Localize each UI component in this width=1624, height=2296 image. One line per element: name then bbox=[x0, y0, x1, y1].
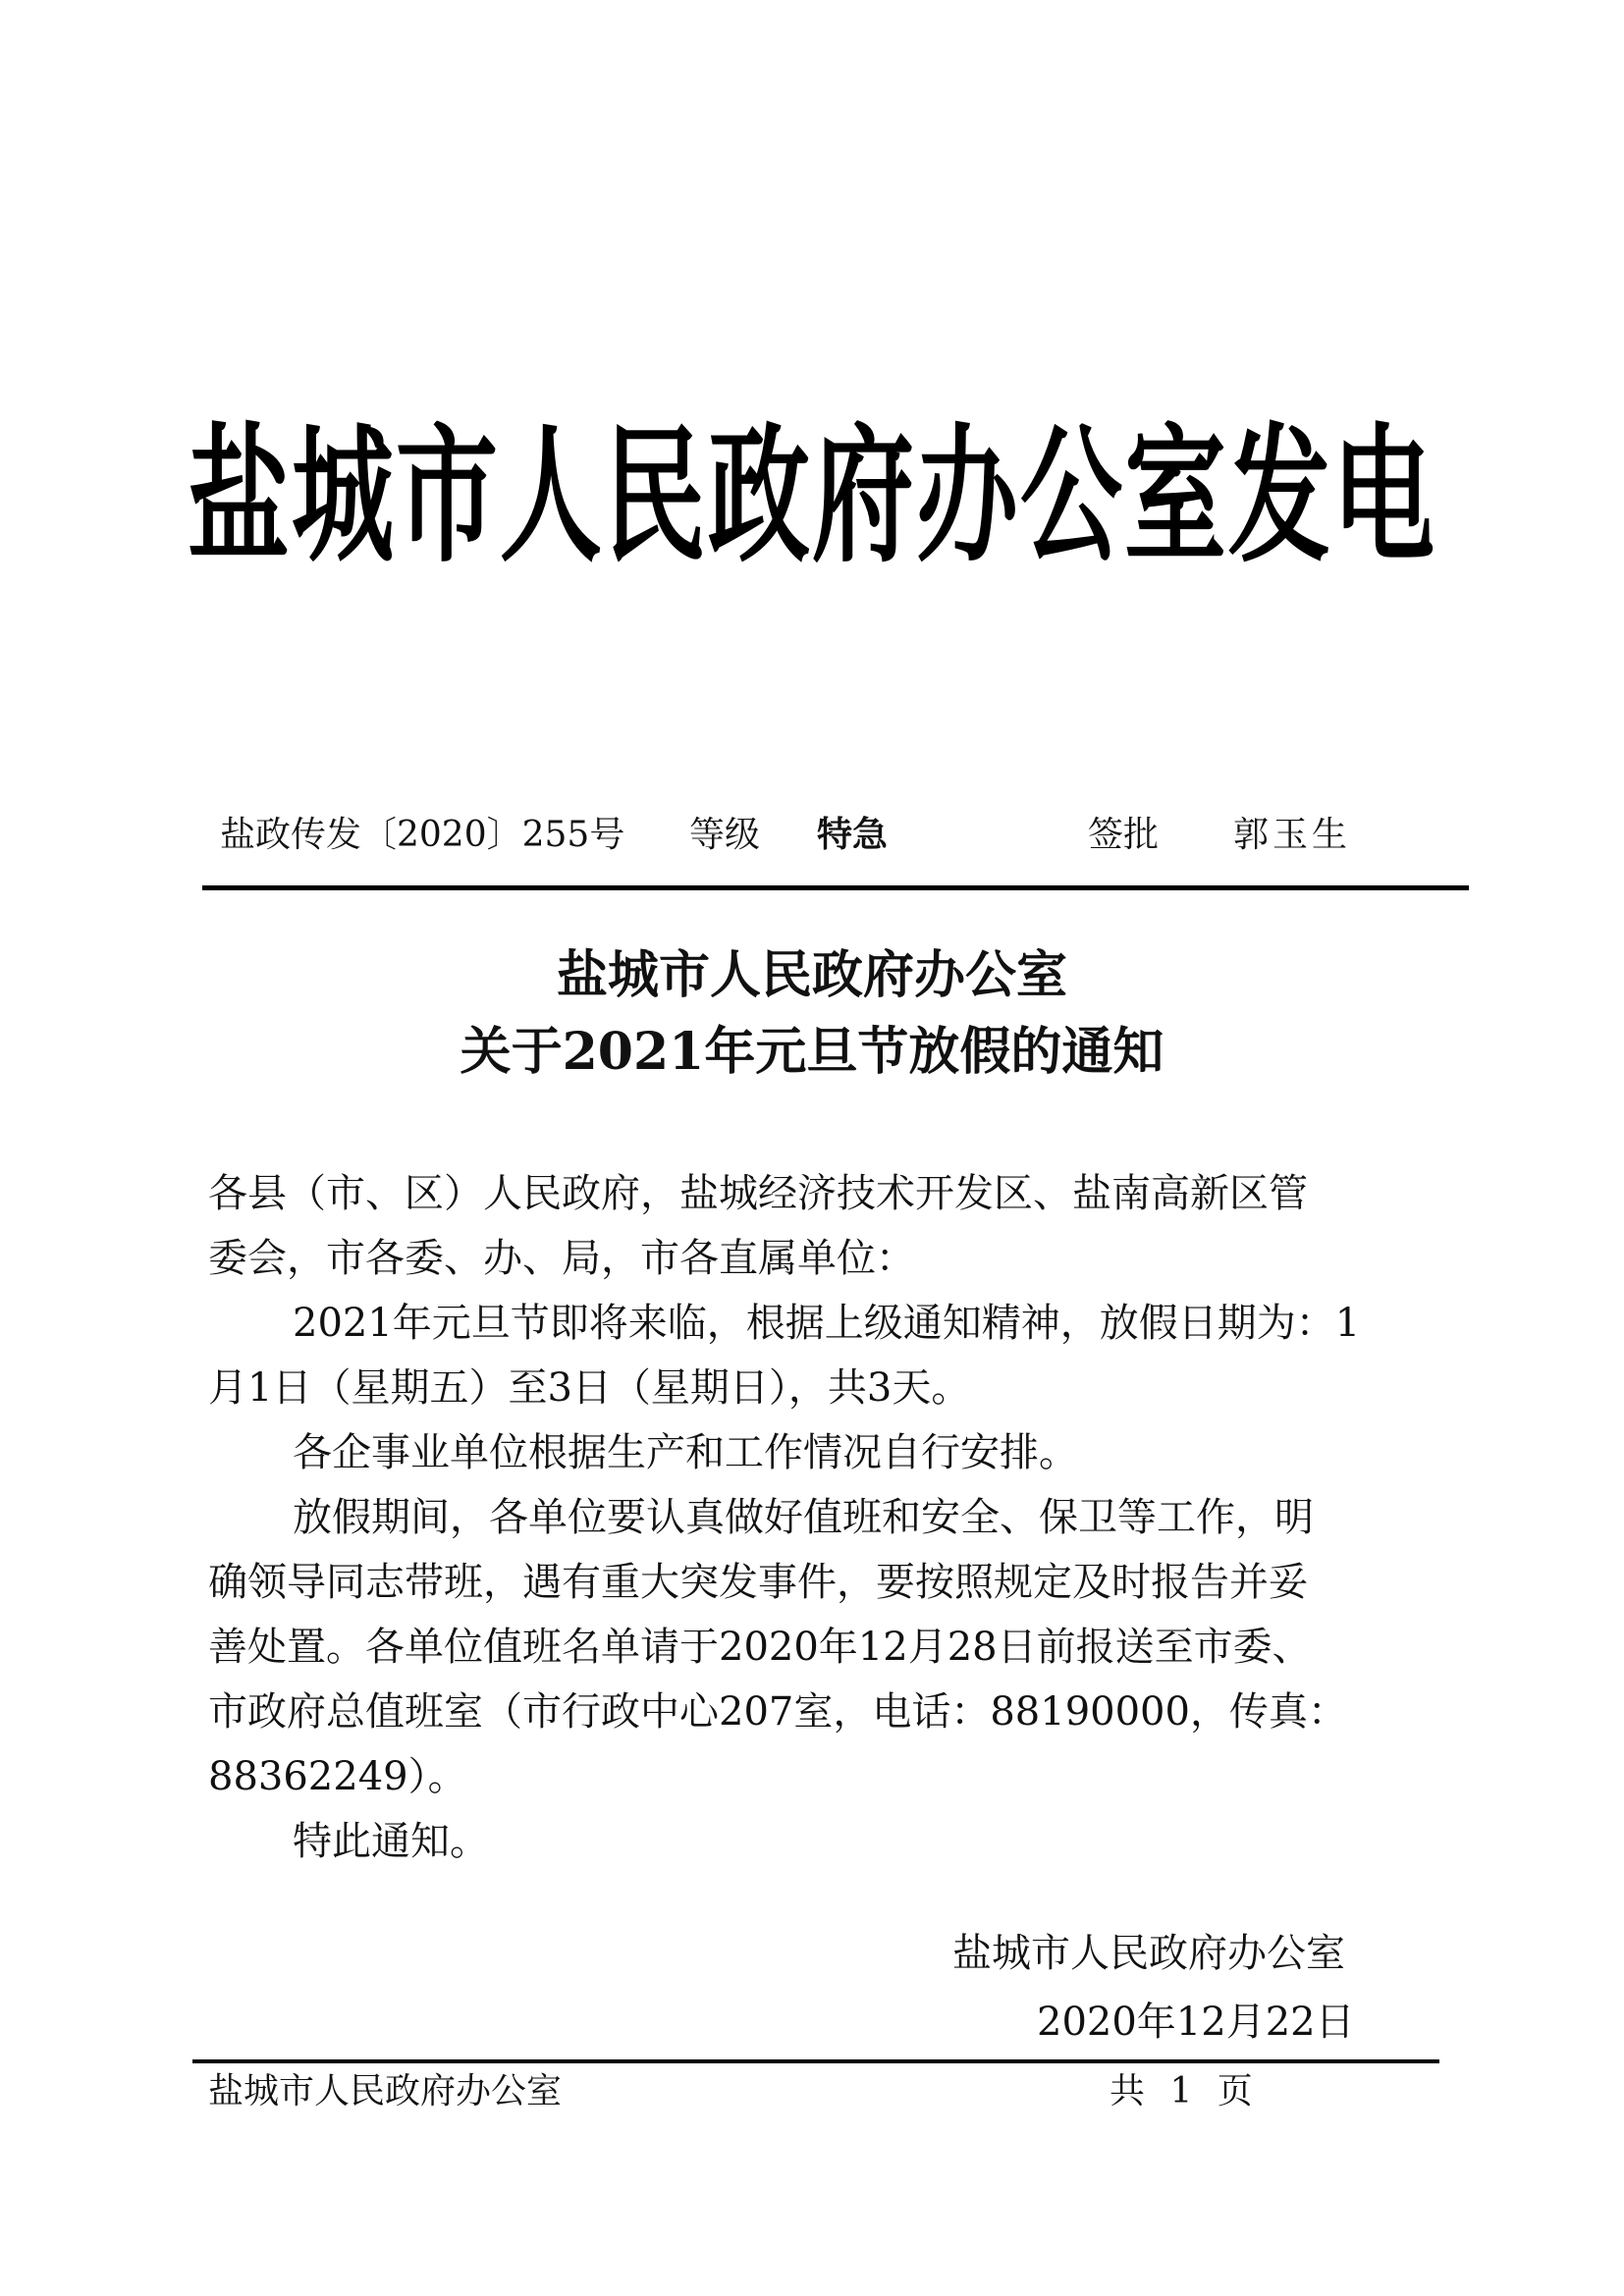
paragraph-3-line-3: 善处置。各单位值班名单请于2020年12月28日前报送至市委、 bbox=[208, 1625, 1312, 1670]
approve-label: 签批 bbox=[1088, 815, 1160, 855]
paragraph-4-line-1: 特此通知。 bbox=[293, 1819, 489, 1864]
notice-title-line1: 盐城市人民政府办公室 bbox=[556, 945, 1067, 1005]
notice-title-line2: 关于2021年元旦节放假的通知 bbox=[460, 1022, 1164, 1082]
signature-org: 盐城市人民政府办公室 bbox=[952, 1931, 1345, 1976]
paragraph-3-line-5: 88362249）。 bbox=[208, 1754, 467, 1799]
level-label: 等级 bbox=[689, 815, 761, 855]
approve-value: 郭玉生 bbox=[1233, 815, 1352, 855]
recipients-line-1: 各县（市、区）人民政府，盐城经济技术开发区、盐南高新区管 bbox=[208, 1171, 1308, 1216]
paragraph-2-line-1: 各企事业单位根据生产和工作情况自行安排。 bbox=[293, 1430, 1078, 1475]
footer-divider bbox=[192, 2059, 1439, 2063]
footer-org: 盐城市人民政府办公室 bbox=[208, 2071, 563, 2111]
signature-date: 2020年12月22日 bbox=[1037, 2000, 1355, 2045]
paragraph-3-line-4: 市政府总值班室（市行政中心207室，电话：88190000，传真： bbox=[208, 1689, 1347, 1735]
header-divider bbox=[202, 885, 1469, 890]
masthead-title: 盐城市人民政府办公室发电 bbox=[187, 408, 1436, 583]
paragraph-3-line-1: 放假期间，各单位要认真做好值班和安全、保卫等工作，明 bbox=[293, 1495, 1314, 1540]
paragraph-1-line-2: 月1日（星期五）至3日（星期日），共3天。 bbox=[208, 1365, 971, 1411]
doc-number: 盐政传发〔2020〕255号 bbox=[220, 815, 625, 855]
paragraph-1-line-1: 2021年元旦节即将来临，根据上级通知精神，放假日期为：1 bbox=[293, 1301, 1361, 1346]
level-value: 特急 bbox=[817, 815, 889, 855]
footer-page-count: 共 1 页 bbox=[1110, 2071, 1253, 2111]
paragraph-3-line-2: 确领导同志带班，遇有重大突发事件，要按照规定及时报告并妥 bbox=[208, 1560, 1308, 1605]
recipients-line-2: 委会，市各委、办、局，市各直属单位： bbox=[208, 1236, 915, 1281]
